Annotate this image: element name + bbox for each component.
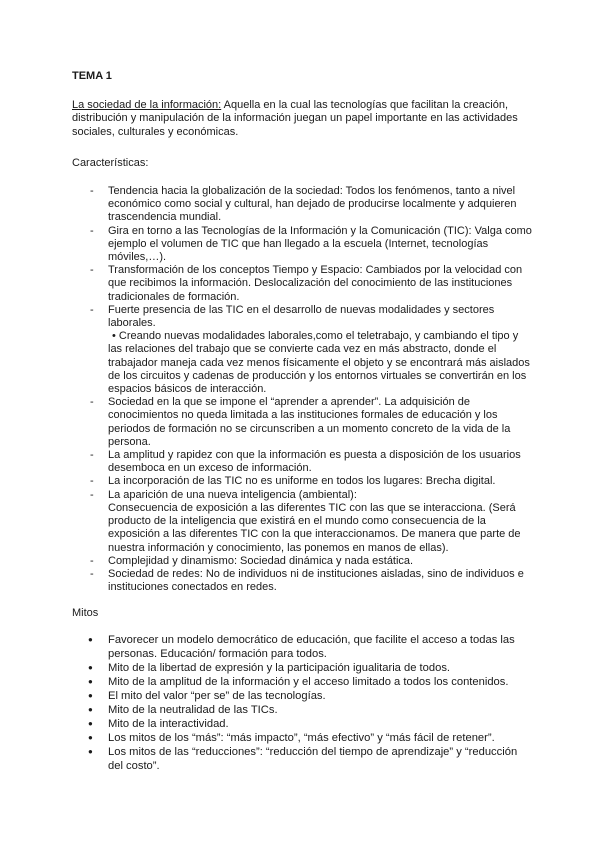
caracteristica-text: Transformación de los conceptos Tiempo y Espacio: Cambiados por la velocidad con que recibimos la información. Deslocalización del conocimiento de las instituciones tradicionales de formación.: [108, 264, 523, 303]
mito-item: ● Favorecer un modelo democrático de educación, que facilite el acceso a todas las personas. Educación/ formación para todos.: [72, 633, 532, 661]
caracteristica-item: [72, 185, 532, 225]
mito-item: ● Los mitos de los “más”: “más impacto”, “más efectivo” y “más fácil de retener”.: [72, 731, 532, 745]
caracteristica-text: Gira en torno a las Tecnologías de la Información y la Comunicación (TIC): Valga como ejemplo el volumen de TIC que han llegado a la escuela (Internet, tecnologías móviles,…).: [108, 224, 532, 264]
caracteristica-item: [72, 449, 532, 475]
mito-item: ● Mito de la libertad de expresión y la participación igualitaria de todos.: [72, 661, 532, 675]
caracteristicas-list: [72, 185, 532, 594]
caracteristica-text: La aparición de una nueva inteligencia (ambiental):: [108, 488, 357, 501]
caracteristica-item: [72, 225, 532, 265]
mito-item: ● Mito de la amplitud de la información y el acceso limitado a todos los contenidos.: [72, 675, 532, 689]
caracteristica-item: [72, 489, 532, 555]
mitos-heading: Mitos: [72, 607, 99, 620]
page-title: TEMA 1: [72, 70, 112, 82]
caracteristicas-heading: Características:: [72, 156, 149, 169]
caracteristica-item: [72, 555, 532, 568]
caracteristica-text: La amplitud y rapidez con que la información es puesta a disposición de los usuarios desemboca en un exceso de información.: [108, 449, 521, 475]
mito-item: ● Mito de la neutralidad de las TICs.: [72, 703, 532, 717]
mito-item: ● El mito del valor “per se” de las tecnologías.: [72, 689, 532, 703]
caracteristica-item: [72, 264, 532, 304]
mitos-list: [72, 633, 532, 773]
caracteristica-subtext: • Creando nuevas modalidades laborales,como el teletrabajo, y cambiando el tipo y las relaciones del trabajo que se convierte cada vez en más abstracto, donde el trabajador maneja cada vez menos físicamente el objeto y se encontrará más aislados de los circuitos y cadenas de producción y los entornos virtuales se convertirán en los espacios básicos de interacción.: [108, 330, 530, 396]
caracteristica-text: Fuerte presencia de las TIC en el desarrollo de nuevas modalidades y sectores laborales.: [108, 303, 495, 330]
mito-item: ● Los mitos de las “reducciones”: “reducción del tiempo de aprendizaje” y “reducción del costo”.: [72, 745, 532, 773]
caracteristica-text: Sociedad de redes: No de individuos ni de instituciones aisladas, sino de individuos e instituciones conectados en redes.: [108, 567, 524, 594]
caracteristica-text: Tendencia hacia la globalización de la sociedad: Todos los fenómenos, tanto a nivel económico como social y cultural, han dejado de producirse localmente y adquieren trascendencia mundial.: [108, 185, 517, 224]
mito-item: ● Mito de la interactividad.: [72, 717, 532, 731]
caracteristica-text: Complejidad y dinamismo: Sociedad dinámica y nada estática.: [108, 554, 414, 567]
intro-paragraph: [72, 99, 532, 139]
caracteristica-item: [72, 396, 532, 449]
caracteristica-item: [72, 568, 532, 594]
caracteristica-item: [72, 475, 532, 488]
caracteristica-text: Sociedad en la que se impone el “aprender a aprender”. La adquisición de conocimientos no queda limitada a las instituciones formales de educación y los periodos de formación no se circunscriben a un momento concreto de la vida de la persona.: [108, 396, 511, 448]
intro-term: La sociedad de la información:: [72, 99, 222, 112]
document-page: [72, 70, 532, 773]
intro-text: Aquella en la cual las tecnologías que facilitan la creación, distribución y manipulación de la información juegan un papel importante en las actividades sociales, culturales y económicas.: [72, 99, 518, 138]
caracteristica-item: [72, 304, 532, 396]
caracteristica-text: La incorporación de las TIC no es uniforme en todos los lugares: Brecha digital.: [108, 475, 496, 488]
caracteristica-subtext: Consecuencia de exposición a las diferentes TIC con las que se interacciona. (Será producto de la inteligencia que existirá en el mundo como consecuencia de la exposición a las diferentes TIC con la que interaccionamos. De manera que parte de nuestra información y conocimiento, las ponemos en manos de ellas).: [108, 501, 521, 554]
